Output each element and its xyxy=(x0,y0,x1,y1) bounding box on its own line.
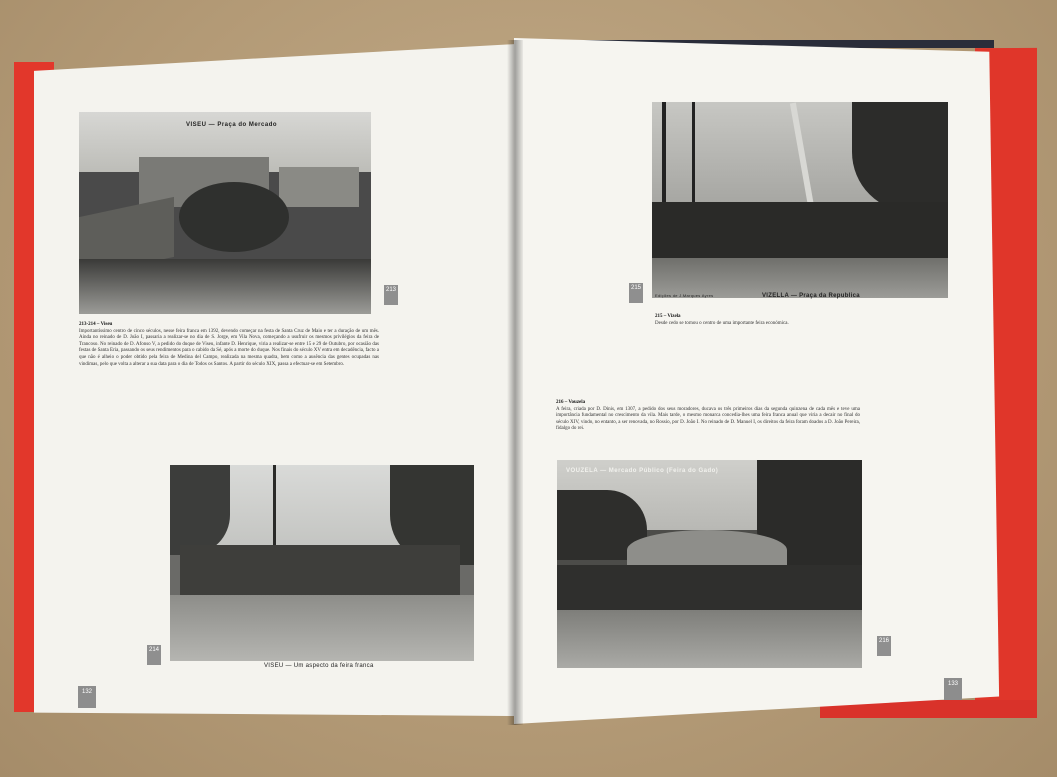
photo-216-number: 216 xyxy=(877,636,891,656)
photo-214-number: 214 xyxy=(147,645,161,665)
text-vouzela-heading: 216 – Vouzela xyxy=(556,400,586,405)
text-vizela xyxy=(655,314,875,327)
photo-215-publisher: Edições de J.Marques Ayres xyxy=(655,293,714,298)
left-page-number: 132 xyxy=(78,686,96,708)
book-spine-shadow xyxy=(507,40,523,725)
photo-216-title: VOUZELA — Mercado Público (Feira do Gado) xyxy=(566,468,719,474)
photo-213-number: 213 xyxy=(384,285,398,305)
text-vizela-body: Desde cedo se tornou o centro de uma importante feira económica. xyxy=(655,320,789,326)
right-page-number: 133 xyxy=(944,678,962,700)
text-vouzela xyxy=(556,400,860,433)
photo-214-title: VISEU — Um aspecto da feira franca xyxy=(264,663,374,669)
photo-215-title: VIZELLA — Praça da Republica xyxy=(762,293,860,299)
photo-213-title: VISEU — Praça do Mercado xyxy=(186,122,278,128)
text-vouzela-body: A feira, criada por D. Dinis, em 1307, a pedido dos seus moradores, ducava os três primeiros dias da segunda quinzena de cada mês e teve uma importância fundamental no crescimento da vila. Mais tarde, o mesmo monarca concedia-lhes uma feira franca anual que viria a decair no final do século XIV, vindo, no entanto, a ser renovada, no Rossio, por D. João I. No reinado de D. Manuel I, os direitos da feira foram doados a D. João Pereira, fidalgo do rei. xyxy=(556,406,860,432)
photo-vizela-praca xyxy=(652,102,948,298)
photo-viseu-feira xyxy=(170,465,474,661)
photo-vouzela-mercado xyxy=(557,460,862,668)
text-viseu xyxy=(79,322,379,368)
text-viseu-body: Importantíssimo centro de cinco séculos, nesse feira franca em 1392, devendo começar na festa de Santa Cruz de Maio e ter a duração de um mês. Ainda no reinado de D. João I, passaria a realizar-se no dia de S. Jorge, em Vila Nova, começando a usufruir os mesmos privilégios da feira de Trancoso. No reinado de D. Afonso V, a pedido do duque de Viseu, infante D. Henrique, viria a realizar-se entre 15 e 29 de Outubro, por ocasião das festas de Santa Eria, passando os seus rendimentos para o cabido da Sé, após a morte do duque. Nos finais do século XV entra em decadência, facto a que não é alheio o poder obtido pela feira de Medina del Campo, realizada na mesma quadra, bem como a ausência das gentes ocupadas nas vindimas, pelo que volta a alterar a sua data para o dia de Todos os Santos. A partir do século XIX, passa a efectuar-se em Setembro. xyxy=(79,328,379,367)
photo-215-number: 215 xyxy=(629,283,643,303)
text-viseu-heading: 213-214 – Viseu xyxy=(79,322,113,327)
text-vizela-heading: 215 – Vizela xyxy=(655,314,681,319)
photo-viseu-praca xyxy=(79,112,371,314)
